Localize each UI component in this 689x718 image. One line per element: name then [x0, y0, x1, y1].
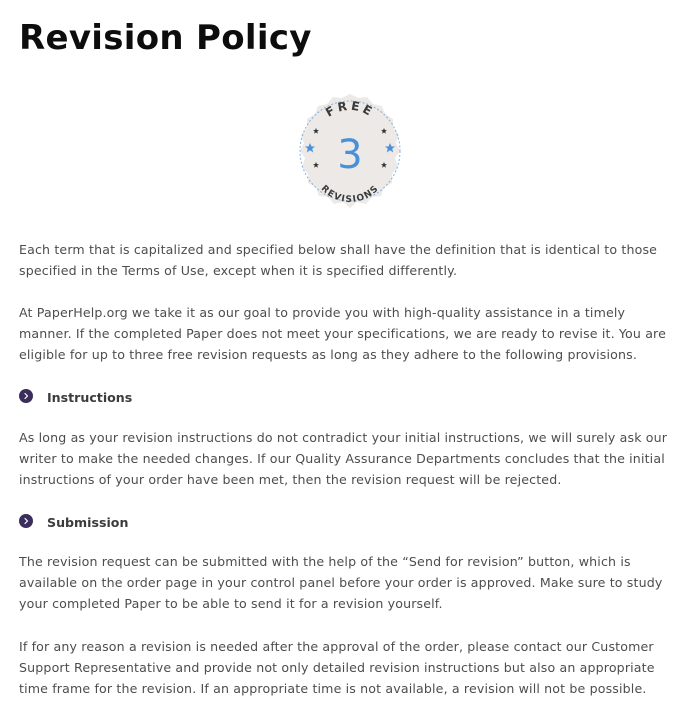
badge-number: 3 [337, 132, 363, 178]
chevron-right-icon [19, 514, 33, 528]
free-revisions-badge [285, 84, 415, 218]
badge-bottom-text: REVISIONS [318, 183, 382, 206]
badge-top-text: FREE [323, 98, 377, 120]
intro-definitions-paragraph: Each term that is capitalized and specified below shall have the definition that is identical to those specified in the Terms of Use, except when it is specified differently. [19, 242, 658, 278]
section-heading-instructions [19, 389, 319, 409]
intro-goal-paragraph: At PaperHelp.org we take it as our goal to provide you with high-quality assistance in a timely manner. If the completed Paper does not meet your specifications, we are ready to revise it. You are eligible for up to three free revision requests as long as they adhere to the following provisions. [19, 305, 667, 362]
submission-paragraph: The revision request can be submitted with the help of the “Send for revision” button, which is available on the order page in your control panel before your order is approved. Make sure to study your completed Paper to be able to send it for a revision yourself. [19, 554, 663, 611]
section-label-submission: Submission [47, 515, 129, 530]
section-heading-submission [19, 514, 319, 534]
post-approval-paragraph: If for any reason a revision is needed after the approval of the order, please contact our Customer Support Representative and provide not only detailed revision instructions but also an appropriate time frame for the revision. If an appropriate time is not available, a revision will not be possible. [19, 639, 655, 696]
instructions-paragraph: As long as your revision instructions do not contradict your initial instructions, we will surely ask our writer to make the needed changes. If our Quality Assurance Departments concludes that the initial instructions of your order have been met, then the revision request will be rejected. [19, 430, 668, 487]
page-title: Revision Policy [19, 18, 312, 58]
section-label-instructions: Instructions [47, 390, 133, 405]
chevron-right-icon [19, 389, 33, 403]
badge-graphic [285, 84, 415, 218]
